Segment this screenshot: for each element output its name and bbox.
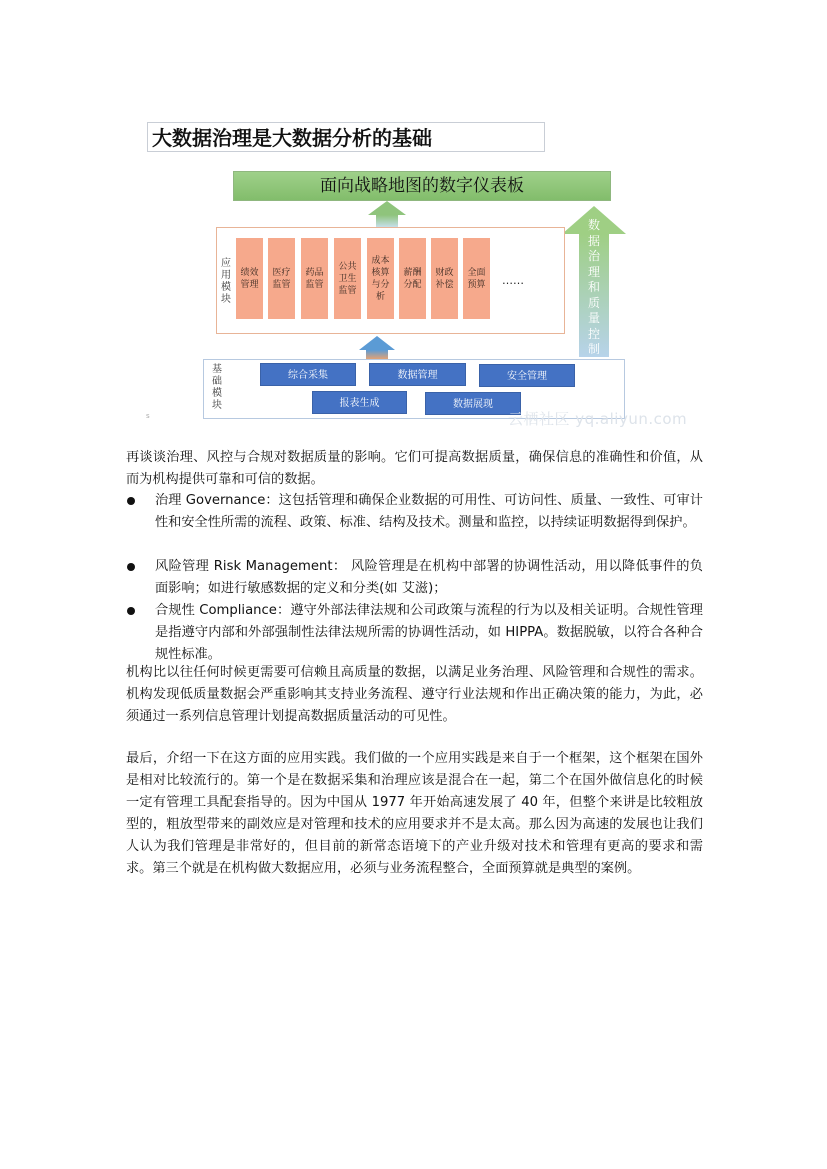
app-module: 财政补偿 [431,238,458,319]
bullet-risk-management: 风险管理 Risk Management： 风险管理是在机构中部署的协调性活动，用以降低事件的负面影响；如进行敏感数据的定义和分类(如 艾滋)； [155,559,703,596]
corner-mark: s [146,412,150,420]
bullet-compliance: 合规性 Compliance：遵守外部法律法规和公司政策与流程的行为以及相关证明。合规性管理是指遵守内部和外部强制性法律法规所需的协调性活动，如 HIPPA。数据脱敏，以符合各种合规性标准。 [155,603,703,662]
dashboard-banner: 面向战略地图的数字仪表板 [233,171,611,201]
arrow-up-icon [359,336,395,350]
app-module: 公共卫生监管 [334,238,361,319]
app-more: …… [502,274,524,287]
base-module: 数据展现 [425,392,521,415]
watermark: 云栖社区 yq.aliyun.com [508,410,688,428]
app-section-label: 应用模块 [221,258,231,305]
app-module: 医疗监管 [268,238,295,319]
bullet-governance: 治理 Governance：这包括管理和确保企业数据的可用性、可访问性、质量、一致性、可审计性和安全性所需的流程、政策、标准、结构及技术。测量和监控，以持续证明数据得到保护。 [155,493,703,530]
bullet-icon [127,563,135,571]
arrow-stem [376,215,398,227]
base-module: 报表生成 [312,391,407,414]
base-module: 数据管理 [369,363,466,386]
paragraph-quality: 机构比以往任何时候更需要可信赖且高质量的数据，以满足业务治理、风险管理和合规性的需求。机构发现低质量数据会严重影响其支持业务流程、遵守行业法规和作出正确决策的能力，为此，必须通过一系列信息管理计划提高数据质量活动的可见性。 [126,665,703,724]
paragraph-practice: 最后，介绍一下在这方面的应用实践。我们做的一个应用实践是来自于一个框架，这个框架在国外是相对比较流行的。第一个是在数据采集和治理应该是混合在一起，第二个在国外做信息化的时候一定有管理工具配套指导的。因为中国从 1977 年开始高速发展了 40 年，但整个来讲是比较粗放型的，粗放型带来的副效应是对管理和技术的应用要求并不是太高。那么因为高速的发展也让我们人认为我们管理是非常好的，但目前的新常态语境下的产业升级对技术和管理有更高的要求和需求。第三个就是在机构做大数据应用，必须与业务流程整合，全面预算就是典型的案例。 [126,751,703,876]
bullet-icon [127,497,135,505]
base-module: 安全管理 [479,364,575,387]
app-module: 薪酬分配 [399,238,426,319]
intro-paragraph: 再谈谈治理、风控与合规对数据质量的影响。它们可提高数据质量，确保信息的准确性和价值，从而为机构提供可靠和可信的数据。 [126,450,703,487]
bullet-icon [127,607,135,615]
app-module: 药品监管 [301,238,328,319]
side-arrow-label: 数据治理和质量控制 [587,218,600,356]
arrow-up-icon [368,201,406,215]
diagram-figure [140,118,700,428]
figure-title: 大数据治理是大数据分析的基础 [147,122,545,152]
app-module: 绩效管理 [236,238,263,319]
base-section-label: 基础模块 [212,364,222,411]
app-module: 成本核算与分析 [367,238,394,319]
base-module: 综合采集 [260,363,356,386]
app-module: 全面预算 [463,238,490,319]
